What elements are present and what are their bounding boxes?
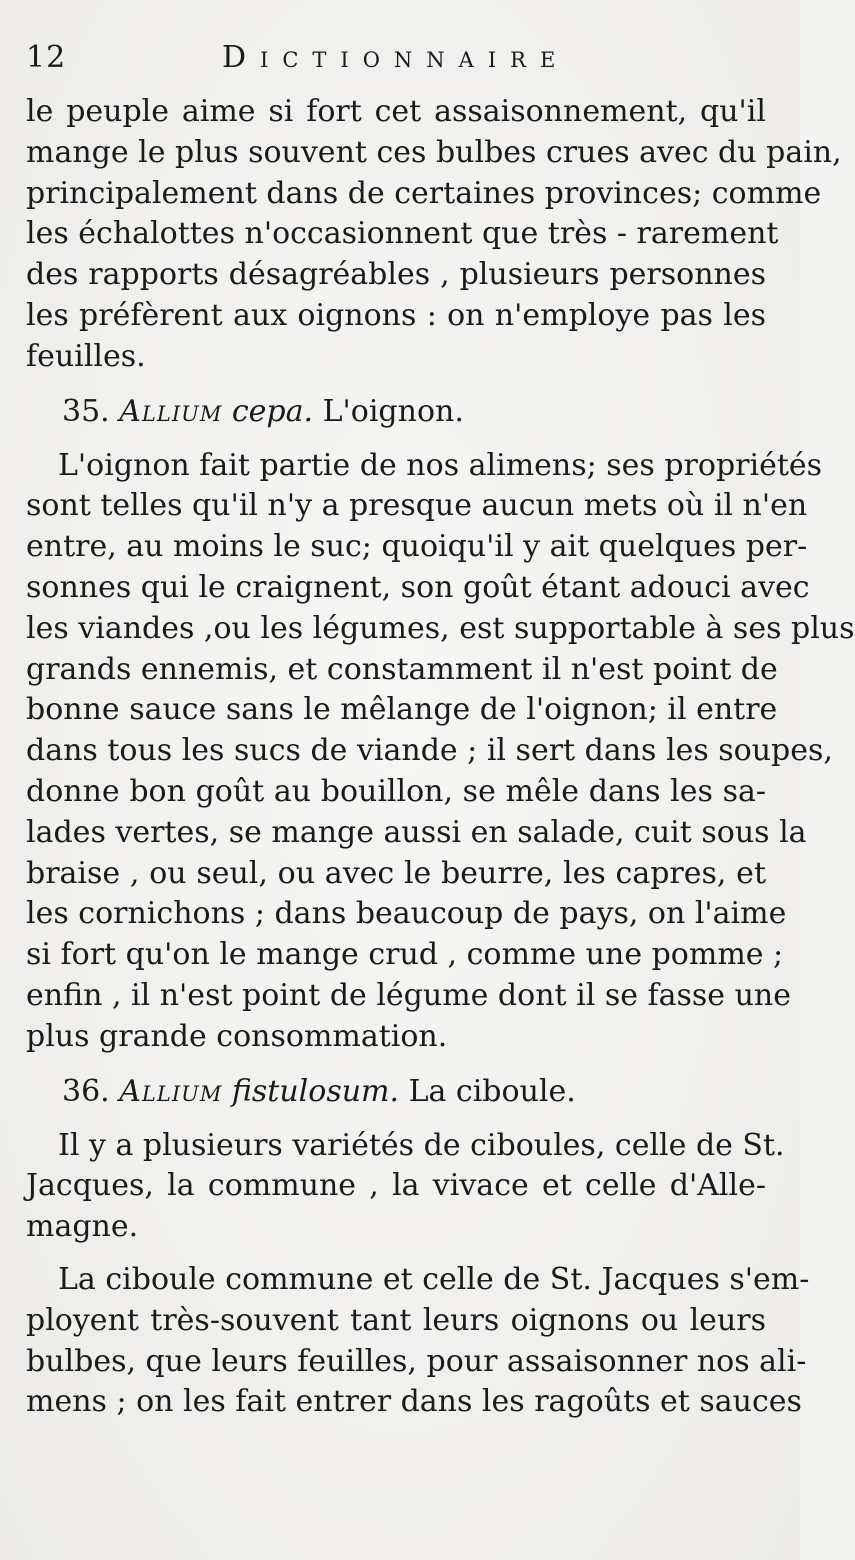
text-line: magne. <box>26 1209 139 1245</box>
text-line: plus grande consommation. <box>26 1018 448 1054</box>
text-line: Jacques, la commune , la vivace et celle d'Alle- <box>26 1168 766 1204</box>
entry-common-name: L'oignon. <box>322 393 464 429</box>
entry-species: fistulosum. <box>231 1073 400 1109</box>
entry-common-name: La ciboule. <box>408 1073 576 1109</box>
entry-genus: Allium <box>119 1073 223 1109</box>
entry-species: cepa. <box>231 393 314 429</box>
text-line: feuilles. <box>26 338 146 374</box>
text-line: bonne sauce sans le mêlange de l'oignon; il entre <box>26 692 778 728</box>
entry-number: 35. <box>62 393 110 429</box>
running-title: Dictionnaire <box>222 40 570 75</box>
text-line: La ciboule commune et celle de St. Jacques s'em- <box>58 1261 810 1297</box>
text-line: bulbes, que leurs feuilles, pour assaisonner nos ali- <box>26 1343 807 1379</box>
text-line: mens ; on les fait entrer dans les ragoûts et sauces <box>26 1384 802 1420</box>
text-line: les viandes ,ou les légumes, est supportable à ses plus <box>26 610 855 646</box>
text-line: lades vertes, se mange aussi en salade, cuit sous la <box>26 814 807 850</box>
text-line: L'oignon fait partie de nos alimens; ses propriétés <box>58 447 823 483</box>
text-line: grands ennemis, et constamment il n'est point de <box>26 651 778 687</box>
text-line: des rapports désagréables , plusieurs personnes <box>26 257 766 293</box>
text-line: le peuple aime si fort cet assaisonnement, qu'il <box>26 94 766 129</box>
entry-genus: Allium <box>119 393 223 429</box>
text-line: braise , ou seul, ou avec le beurre, les capres, et <box>26 855 766 891</box>
text-line: sont telles qu'il n'y a presque aucun mets où il n'en <box>26 488 808 524</box>
page-number: 12 <box>26 40 67 75</box>
text-line: mange le plus souvent ces bulbes crues avec du pain, <box>26 134 842 170</box>
page-body <box>26 92 855 1423</box>
text-line: entre, au moins le suc; quoiqu'il y ait quelques per- <box>26 529 808 565</box>
text-line: les préfèrent aux oignons : on n'employe pas les <box>26 297 766 333</box>
text-line: si fort qu'on le mange crud , comme une pomme ; <box>26 937 784 973</box>
text-line: Il y a plusieurs variétés de ciboules, celle de St. <box>58 1127 785 1163</box>
text-line: ployent très-souvent tant leurs oignons ou leurs <box>26 1302 766 1338</box>
text-line: sonnes qui le craignent, son goût étant adouci avec <box>26 569 810 605</box>
page-header <box>26 38 766 82</box>
text-line: donne bon goût au bouillon, se mêle dans les sa- <box>26 773 766 809</box>
entry-number: 36. <box>62 1073 110 1109</box>
text-line: les échalottes n'occasionnent que très - rarement <box>26 216 779 252</box>
entry-heading-35 <box>26 390 766 434</box>
text-line: enfin , il n'est point de légume dont il se fasse une <box>26 977 791 1013</box>
text-line: dans tous les sucs de viande ; il sert dans les soupes, <box>26 733 833 769</box>
text-line: les cornichons ; dans beaucoup de pays, on l'aime <box>26 896 787 932</box>
text-line: principalement dans de certaines provinces; comme <box>26 175 822 211</box>
entry-heading-36 <box>26 1070 766 1114</box>
